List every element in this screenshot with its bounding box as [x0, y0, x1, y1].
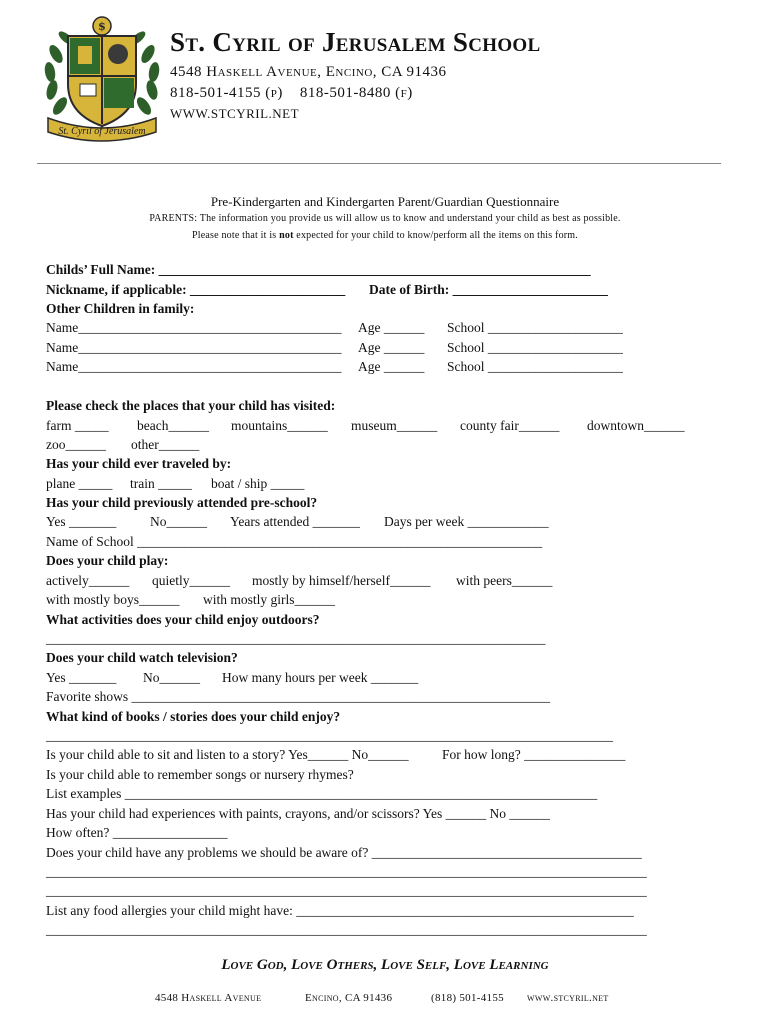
school-crest-logo — [42, 14, 162, 142]
play-with-peers[interactable]: with peers______ — [456, 573, 553, 588]
expectation-note: Please note that it is not expected for your child to know/perform all the items on this form. — [192, 230, 578, 241]
play-with-girls[interactable]: with mostly girls______ — [203, 592, 336, 607]
childs-full-name-field[interactable]: Childs’ Full Name: ________________________________________________________________ — [46, 262, 591, 277]
preschool-no[interactable]: No______ — [150, 514, 207, 529]
sibling-name-field[interactable]: Name_______________________________________ — [46, 340, 342, 355]
school-website: WWW.STCYRIL.NET — [170, 106, 300, 121]
footer-city: Encino, CA 91436 — [305, 992, 393, 1004]
nickname-field[interactable]: Nickname, if applicable: _______________________ — [46, 282, 346, 297]
school-motto: Love God, Love Others, Love Self, Love Learning — [221, 957, 549, 973]
sibling-school-field[interactable]: School ____________________ — [447, 340, 623, 355]
place-county-fair[interactable]: county fair______ — [460, 418, 560, 433]
story-listen-question[interactable]: Is your child able to sit and listen to a story? Yes______ No______ — [46, 747, 409, 762]
travel-question: Has your child ever traveled by: — [46, 456, 232, 471]
travel-boat[interactable]: boat / ship _____ — [211, 476, 305, 491]
place-zoo[interactable]: zoo______ — [46, 437, 106, 452]
footer-website[interactable]: www.stcyril.net — [527, 992, 609, 1004]
sibling-school-field[interactable]: School ____________________ — [447, 359, 623, 374]
travel-train[interactable]: train _____ — [130, 476, 192, 491]
sibling-name-field[interactable]: Name_______________________________________ — [46, 359, 342, 374]
play-question: Does your child play: — [46, 553, 169, 568]
favorite-shows-field[interactable]: Favorite shows ______________________________________________________________ — [46, 689, 550, 704]
years-attended-field[interactable]: Years attended _______ — [230, 514, 360, 529]
school-name: St. Cyril of Jerusalem School — [170, 27, 541, 57]
logo-banner-text: St. Cyril of Jerusalem — [58, 126, 146, 137]
date-of-birth-field[interactable]: Date of Birth: _______________________ — [369, 282, 608, 297]
other-children-heading: Other Children in family: — [46, 301, 195, 316]
school-address: 4548 Haskell Avenue, Encino, CA 91436 — [170, 64, 447, 80]
place-downtown[interactable]: downtown______ — [587, 418, 685, 433]
places-question: Please check the places that your child has visited: — [46, 398, 336, 413]
place-mountains[interactable]: mountains______ — [231, 418, 328, 433]
problems-question[interactable]: Does your child have any problems we should be aware of? ________________________________________ — [46, 845, 642, 860]
play-by-self[interactable]: mostly by himself/herself______ — [252, 573, 431, 588]
books-answer-line[interactable]: ____________________________________________________________________________________ — [46, 728, 613, 743]
songs-question: Is your child able to remember songs or nursery rhymes? — [46, 767, 354, 782]
sibling-age-field[interactable]: Age ______ — [358, 359, 425, 374]
play-with-boys[interactable]: with mostly boys______ — [46, 592, 180, 607]
form-title: Pre-Kindergarten and Kindergarten Parent/Guardian Questionnaire — [210, 194, 560, 209]
preschool-yes[interactable]: Yes _______ — [46, 514, 117, 529]
tv-hours-field[interactable]: How many hours per week _______ — [222, 670, 419, 685]
preschool-question: Has your child previously attended pre-school? — [46, 495, 318, 510]
how-often-field[interactable]: How often? _________________ — [46, 825, 228, 840]
list-examples-field[interactable]: List examples ______________________________________________________________________ — [46, 786, 598, 801]
footer-address: 4548 Haskell Avenue — [155, 992, 262, 1004]
play-quietly[interactable]: quietly______ — [152, 573, 230, 588]
allergies-line[interactable]: _________________________________________________________________________________________ — [46, 922, 647, 937]
outdoors-answer-line[interactable]: __________________________________________________________________________ — [46, 631, 546, 646]
parents-note: PARENTS: The information you provide us will allow us to know and understand your child as best as possible. — [149, 213, 621, 224]
place-other[interactable]: other______ — [131, 437, 200, 452]
problems-line[interactable]: _________________________________________________________________________________________ — [46, 883, 647, 898]
sibling-age-field[interactable]: Age ______ — [358, 340, 425, 355]
header-divider — [37, 163, 721, 164]
footer-phone: (818) 501-4155 — [431, 992, 504, 1004]
travel-plane[interactable]: plane _____ — [46, 476, 113, 491]
tv-question: Does your child watch television? — [46, 650, 238, 665]
sibling-school-field[interactable]: School ____________________ — [447, 320, 623, 335]
svg-text:$: $ — [98, 20, 106, 33]
books-question: What kind of books / stories does your child enjoy? — [46, 709, 341, 724]
tv-yes[interactable]: Yes _______ — [46, 670, 117, 685]
allergies-question[interactable]: List any food allergies your child might have: __________________________________________________ — [46, 903, 634, 918]
play-actively[interactable]: actively______ — [46, 573, 130, 588]
name-of-school-field[interactable]: Name of School ____________________________________________________________ — [46, 534, 543, 549]
sibling-name-field[interactable]: Name_______________________________________ — [46, 320, 342, 335]
place-farm[interactable]: farm _____ — [46, 418, 109, 433]
problems-line[interactable]: _________________________________________________________________________________________ — [46, 864, 647, 879]
tv-no[interactable]: No______ — [143, 670, 200, 685]
school-phone: 818-501-4155 (p) 818-501-8480 (f) — [170, 85, 413, 101]
outdoors-question: What activities does your child enjoy outdoors? — [46, 612, 320, 627]
sibling-age-field[interactable]: Age ______ — [358, 320, 425, 335]
place-beach[interactable]: beach______ — [137, 418, 209, 433]
place-museum[interactable]: museum______ — [351, 418, 438, 433]
paints-question[interactable]: Has your child had experiences with paints, crayons, and/or scissors? Yes ______ No ______ — [46, 806, 550, 821]
story-how-long-field[interactable]: For how long? _______________ — [442, 747, 626, 762]
days-per-week-field[interactable]: Days per week ____________ — [384, 514, 549, 529]
